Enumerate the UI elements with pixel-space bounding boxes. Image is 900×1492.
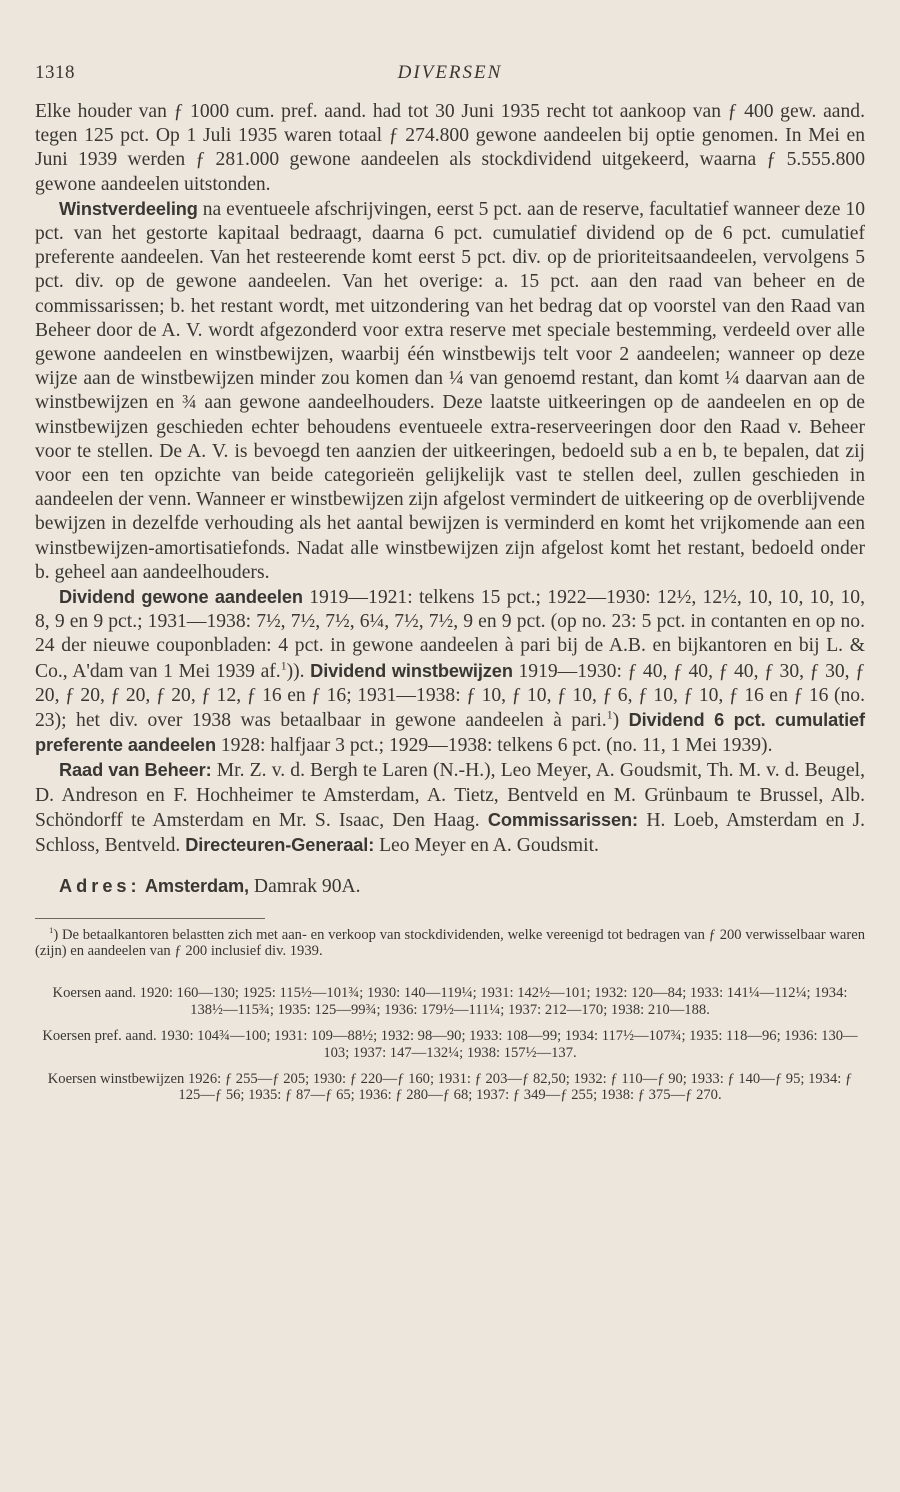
share-options-text: Elke houder van ƒ 1000 cum. pref. aand. had tot 30 Juni 1935 recht tot aankoop van ƒ 400 gew. aand. tegen 125 pct. Op 1 Juli 1935 waren totaal ƒ 274.800 gewone aandeelen bij optie genomen. In Mei en Juni 1939 werden ƒ 281.000 gewone aandeelen als stockdividend uitgekeerd, waarna ƒ 5.555.800 gewone aandeelen uitstonden. — [35, 101, 865, 195]
dividend-gewone-text: 1919—1921: telkens 15 pct.; 1922—1930: 12½, 12½, 10, 10, 10, 10, 8, 9 en 9 pct.; 1931—1938: 7½, 7½, 7½, 6¼, 7½, 7½, 9 en 9 pct. (op no. 23: 5 pct. in contanten en op no. 24 der nieuwe couponbladen: 4 pct. in gewone aandeelen à pari bij de A.B. en bijkantoren en bij L. & Co., A'dam van 1 Mei 1939 af. — [35, 587, 865, 682]
footnote-marker: 1 — [49, 924, 54, 935]
footnote-ref: 1 — [280, 659, 287, 673]
paragraph-address — [35, 874, 865, 899]
dividend-winst-label: Dividend winstbewijzen — [310, 660, 513, 681]
dividend-pref-label: Dividend 6 pct. cumulatief preferente aandeelen — [35, 710, 865, 756]
dividend-winst-close: ) — [612, 710, 629, 732]
paragraph-dividends — [35, 585, 865, 758]
adres-label: Adres: — [59, 876, 141, 897]
dividend-winst-text: 1919—1930: ƒ 40, ƒ 40, ƒ 40, ƒ 30, ƒ 30, ƒ 20, ƒ 20, ƒ 20, ƒ 20, ƒ 12, ƒ 16 en ƒ 16; 1931—1938: ƒ 10, ƒ 10, ƒ 10, ƒ 6, ƒ 10, ƒ 10, ƒ 16 en ƒ 16 (no. 23); het div. over 1938 was betaalbaar in gewone aandeelen à pari. — [35, 660, 866, 732]
winstverdeeling-label: Winstverdeeling — [59, 198, 198, 219]
stock-prices — [35, 985, 865, 1103]
paragraph-board — [35, 758, 865, 858]
running-title: DIVERSEN — [397, 62, 503, 83]
commissarissen-label: Commissarissen: — [487, 809, 639, 830]
page-header — [35, 62, 865, 88]
winstverdeeling-text: na eventueele afschrijvingen, eerst 5 pct. aan de reserve, facultatief wanneer deze 10 pct. van het gestorte kapitaal bedraagt, daarna 6 pct. cumulatief dividend op de 6 pct. cumulatief preferente aandeelen. Van het resteerende komt eerst 5 pct. div. op de prioriteitsaandeelen, vervolgens 5 pct. div. op de gewone aandeelen. Van het overige: a. 15 pct. aan den raad van beheer en de commissarissen; b. het restant wordt, met uitzondering van het bedrag dat op voorstel van den Raad van Beheer door de A. V. wordt afgezonderd voor extra reserve met speciale bestemming, verdeeld over alle gewone aandeelen en winstbewijzen, waarbij één winstbewijs telt voor 2 aandeelen; wanneer op deze wijze aan de winstbewijzen minder zou komen dan ¼ van genoemd restant, dan komt ¼ daarvan aan de winstbewijzen en ¾ aan gewone aandeelhouders. Deze laatste uitkeeringen op de aandeelen en op de winstbewijzen geschieden echter behoudens eventueele extra-reserveeringen door den Raad v. Beheer voor te stellen. De A. V. is bevoegd ten aanzien der uitkeeringen, bedoeld sub a en b, te bepalen, dat zij voor een ten opzichte van beide categorieën gelijkelijk vast te stellen deel, zullen geschieden in aandeelen der venn. Wanneer er winstbewijzen zijn afgelost vermindert de uitkeering op de overblijvende bewijzen in dezelfde verhouding als het aantal bewijzen is verminderd en komt het vrijkomende aan een winstbewijzen-amortisatiefonds. Nadat alle winstbewijzen zijn afgelost komt het restant, bedoeld onder b. geheel aan aandeelhouders. — [35, 198, 865, 583]
adres-city: Amsterdam, — [140, 876, 250, 897]
koersen-pref: Koersen pref. aand. 1930: 104¾—100; 1931: 109—88½; 1932: 98—90; 1933: 108—99; 1934: 117½—107¾; 1935: 118—96; 1936: 130—103; 1937: 147—132¼; 1938: 157½—137. — [42, 1028, 858, 1061]
footnote-divider — [35, 918, 265, 919]
dividend-pref-text: 1928: halfjaar 3 pct.; 1929—1938: telkens 6 pct. (no. 11, 1 Mei 1939). — [215, 735, 773, 757]
paragraph-winstverdeeling — [35, 197, 865, 585]
koersen-aand: Koersen aand. 1920: 160—130; 1925: 115½—101¾; 1930: 140—119¼; 1931: 142½—101; 1932: 120—84; 1933: 141¼—112¼; 1934: 138½—115¾; 1935: 125—99¾; 1936: 179½—111¼; 1937: 212—170; 1938: 210—188. — [52, 985, 848, 1018]
page-number: 1318 — [35, 62, 75, 83]
paragraph-share-options — [35, 100, 865, 197]
footnote-text: ) De betaalkantoren belastten zich met aan- en verkoop van stockdividenden, welke vereenigd tot bedragen van ƒ 200 verwisselbaar waren (zijn) en aandeelen van ƒ 200 inclusief div. 1939. — [35, 926, 865, 959]
directeuren-text: Leo Meyer en A. Goudsmit. — [374, 835, 599, 857]
commissarissen-text: H. Loeb, Amsterdam en J. Schloss, Bentveld. — [35, 809, 865, 857]
directeuren-label: Directeuren-Generaal: — [185, 835, 375, 856]
page-body — [35, 100, 865, 1114]
raad-van-beheer-text: Mr. Z. v. d. Bergh te Laren (N.-H.), Leo Meyer, A. Goudsmit, Th. M. v. d. Beugel, D. Andreson en F. Hochheimer te Amsterdam, A. Tietz, Bentveld en M. Grünbaum te Brussel, Alb. Schöndorff te Amsterdam en Mr. S. Isaac, Den Haag. — [35, 760, 866, 831]
dividend-gewone-label: Dividend gewone aandeelen — [59, 587, 303, 608]
footnote-ref: 1 — [606, 708, 613, 722]
raad-van-beheer-label: Raad van Beheer: — [59, 760, 212, 781]
adres-street: Damrak 90A. — [249, 876, 361, 898]
footnote — [35, 924, 865, 960]
dividend-gewone-close: )). — [286, 660, 311, 682]
koersen-winstbewijzen: Koersen winstbewijzen 1926: ƒ 255—ƒ 205; 1930: ƒ 220—ƒ 160; 1931: ƒ 203—ƒ 82,50; 1932: ƒ 110—ƒ 90; 1933: ƒ 140—ƒ 95; 1934: ƒ 125—ƒ 56; 1935: ƒ 87—ƒ 65; 1936: ƒ 280—ƒ 68; 1937: ƒ 349—ƒ 255; 1938: ƒ 375—ƒ 270. — [47, 1070, 853, 1104]
